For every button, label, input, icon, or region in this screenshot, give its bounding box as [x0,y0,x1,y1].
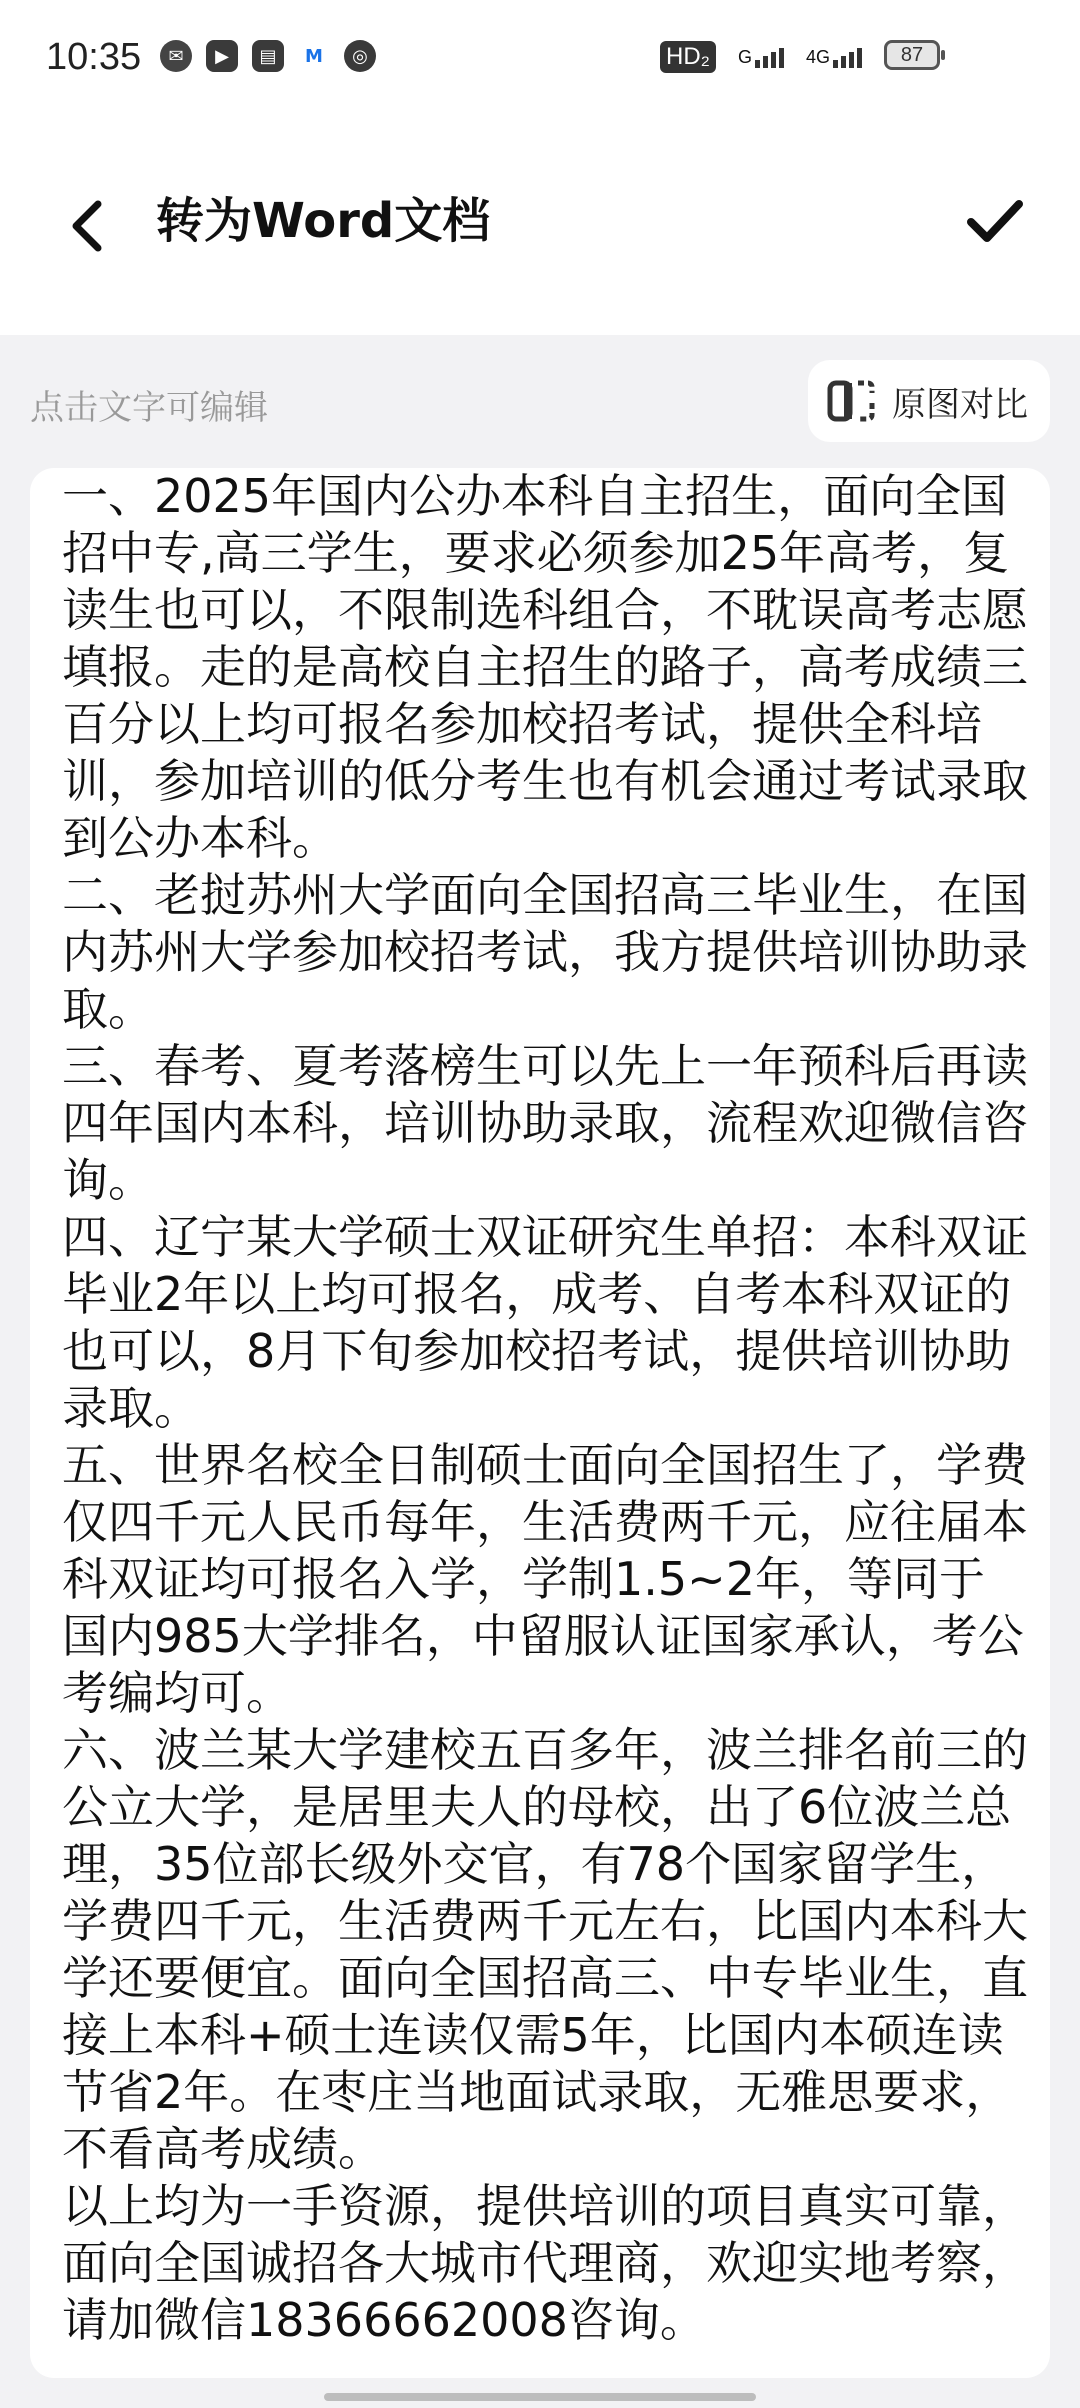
edit-hint: 点击文字可编辑 [30,388,268,428]
calendar-icon: ▤ [252,40,284,72]
network-indicators [660,40,922,74]
signal-g-icon: G [738,47,784,68]
app-header [0,120,1080,335]
compare-original-button[interactable] [808,360,1050,442]
video-icon: ▶ [206,40,238,72]
document-text[interactable]: 一、2025年国内公办本科自主招生，面向全国招中专,高三学生，要求必须参加25年高考，复读生也可以，不限制选科组合，不耽误高考志愿填报。走的是高校自主招生的路子，高考成绩三百分以上均可报名参加校招考试，提供全科培训，参加培训的低分考生也有机会通过考试录取到公办本科。 二、老挝苏州大学面向全国招高三毕业生，在国内苏州大学参加校招考试，我方提供培训协助录取。 三、春考、夏考落榜生可以先上一年预科后再读四年国内本科，培训协助录取，流程欢迎微信咨询。 四、辽宁某大学硕士双证研究生单招：本科双证毕业2年以上均可报名，成考、自考本科双证的也可以，8月下旬参加校招考试，提供培训协助录取。 五、世界名校全日制硕士面向全国招生了，学费仅四千元人民币每年，生活费两千元，应往届本科双证均可报名入学，学制1.5~2年，等同于国内985大学排名，中留服认证国家承认，考公考编均可。 六、波兰某大学建校五百多年，波兰排名前三的公立大学，是居里夫人的母校，出了6位波兰总理，35位部长级外交官，有78个国家留学生，学费四千元，生活费两千元左右，比国内本科大学还要便宜。面向全国招高三、中专毕业生，直接上本科+硕士连读仅需5年，比国内本硕连读节省2年。在枣庄当地面试录取，无雅思要求，不看高考成绩。 以上均为一手资源，提供培训的项目真实可靠，面向全国诚招各大城市代理商，欢迎实地考察，请加微信18366662008咨询。 [62,469,1028,2347]
status-time: 10:35 [46,36,142,78]
wechat-icon: ✉ [160,40,192,72]
notification-icons [160,40,376,72]
back-button[interactable] [56,186,116,266]
confirm-button[interactable] [950,176,1040,266]
battery-icon: 87 [884,40,940,70]
page-title: 转为Word文档 [156,193,491,249]
app-icon: M [298,40,330,72]
hd-icon: HD₂ [660,41,716,73]
document-card [30,468,1050,2378]
checkmark-icon [965,196,1025,246]
compare-label: 原图对比 [892,384,1028,425]
app2-icon: ◎ [344,40,376,72]
home-indicator[interactable] [324,2393,756,2401]
status-bar [0,0,1080,120]
compare-icon [826,377,876,425]
chevron-left-icon [66,198,106,254]
signal-4g-icon: 4G [806,47,862,68]
